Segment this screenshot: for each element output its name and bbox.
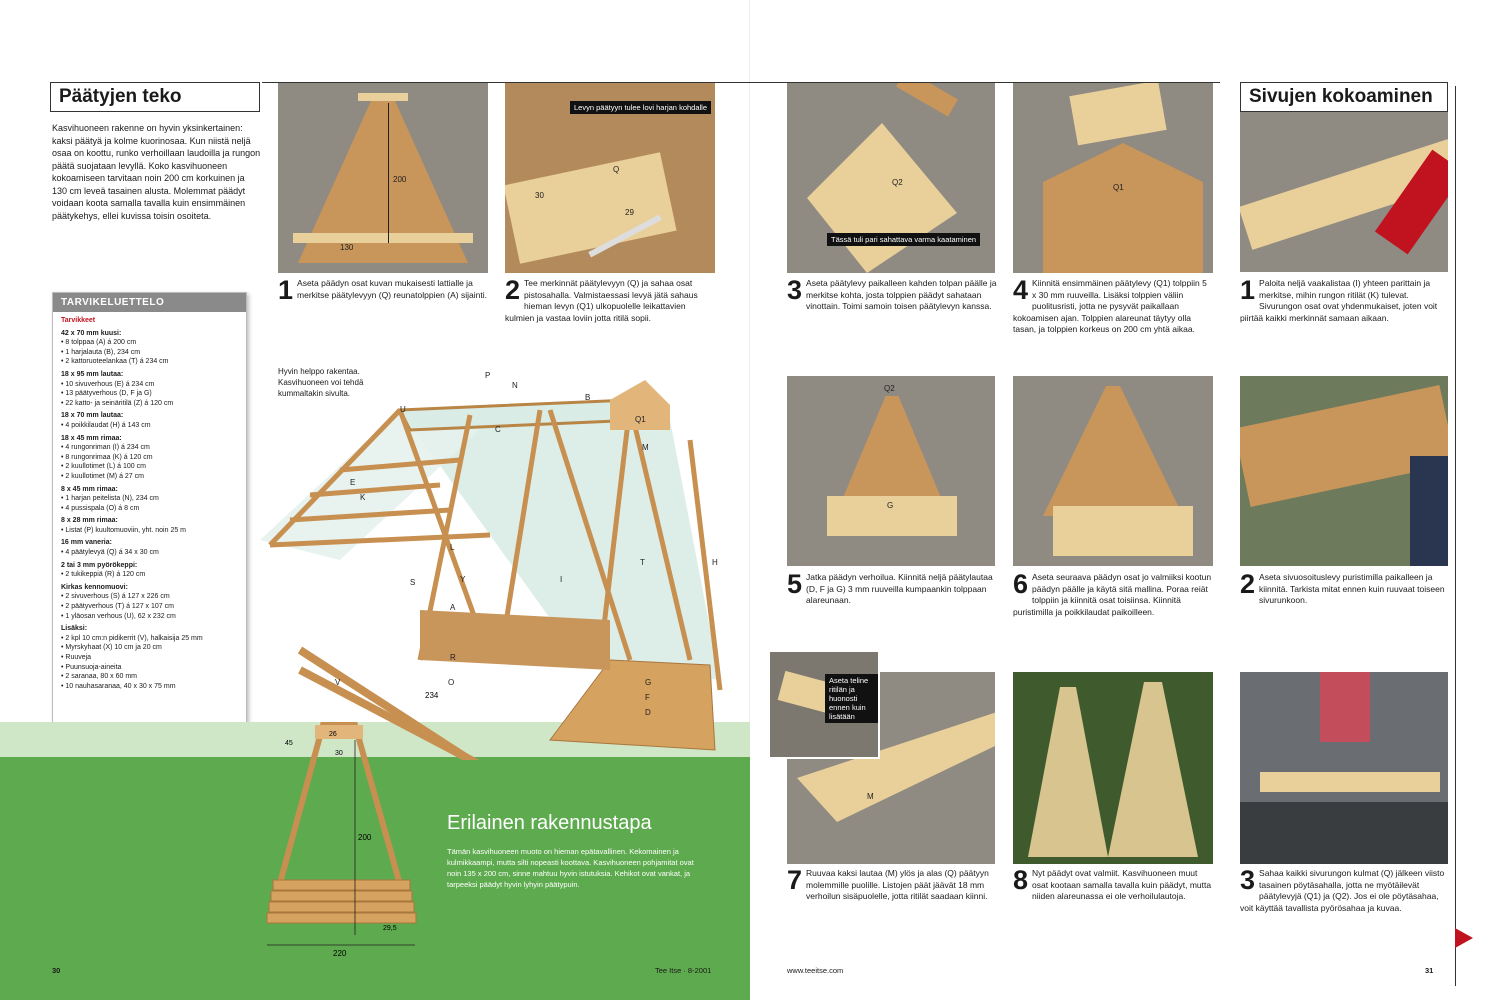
- dim-29-5: 29,5: [383, 925, 397, 932]
- materials-item: • 2 kpl 10 cm:n pidikerrit (V), halkaisija 25 mm: [61, 634, 203, 642]
- materials-item: • 4 poikkilaudat (H) á 143 cm: [61, 421, 151, 429]
- materials-item: 8 x 28 mm rimaa:: [61, 517, 118, 525]
- step-caption-side-1: 1 Paloita neljä vaakalistaa (I) yhteen parittain ja merkitse, mihin rungon ritilät (K) tulevat. Sivurungon osat ovat yhdenmukaiset, joten voit piirtää kaikki merkinnät samaan aikaan.: [1240, 275, 1438, 323]
- materials-item: • Puunsuoja-aineita: [61, 663, 122, 671]
- page-number-right: 31: [1425, 966, 1434, 975]
- diagram-part-label: I: [560, 575, 563, 584]
- dim-26: 26: [329, 731, 337, 738]
- materials-item: • 8 rungonrimaa (K) á 120 cm: [61, 453, 153, 461]
- step-photo-left-2: Levyn päätyyn tulee lovi harjan kohdalle Q 30 29: [505, 83, 715, 273]
- materials-item: • Myrskyhaat (X) 10 cm ja 20 cm: [61, 644, 162, 652]
- step-caption-right-4: 4 Kiinnitä ensimmäinen päätylevy (Q1) tolppiin 5 x 30 mm ruuveilla. Lisäksi tolppien väliin puolitusristi, jotta ne pysyvät paikallaan kokoamisen ajan. Tolppien alareunat täytyy olla tasan, ja tolppien korkeus on 200 cm yhtä aikaa.: [1013, 275, 1207, 334]
- materials-item: • 2 sivuverhous (S) á 127 x 226 cm: [61, 593, 170, 601]
- materials-item: • 4 pussispala (O) á 8 cm: [61, 504, 140, 512]
- diagram-part-label: D: [645, 708, 651, 717]
- diagram-part-label: R: [450, 653, 456, 662]
- materials-item: 18 x 95 mm lautaa:: [61, 370, 124, 378]
- diagram-part-label: B: [585, 393, 591, 402]
- step-photo-right-5: Q2 G: [787, 376, 995, 566]
- diagram-part-label: O: [448, 678, 455, 687]
- step-photo-side-2: [1240, 376, 1448, 566]
- step-caption-right-8: 8 Nyt päädyt ovat valmiit. Kasvihuoneen muut osat kootaan samalla tavalla kuin päädyt, mutta niiden alareunassa ei ole verhoilulautoja.: [1013, 865, 1212, 901]
- materials-item: Tarvikkeet: [61, 317, 96, 324]
- floor-boards: [420, 610, 610, 670]
- dim-200: 200: [358, 833, 372, 842]
- right-edge-rule: [1455, 86, 1456, 986]
- diagram-part-label: C: [495, 425, 501, 434]
- step-caption-right-7: 7 Ruuvaa kaksi lautaa (M) ylös ja alas (Q) päätyyn molemmille puolille. Listojen päät jäävät 18 mm verhoilun sisäpuolelle, jotta ritilät saadaan kiinni.: [787, 865, 989, 901]
- diagram-part-label: V: [335, 678, 341, 687]
- diagram-note: Hyvin helppo rakentaa. Kasvihuoneen voi tehdä kummaltakin sivulta.: [278, 367, 364, 398]
- dim-234: 234: [425, 691, 439, 700]
- materials-item: • 2 tukikeppiä (R) á 120 cm: [61, 571, 146, 579]
- materials-item: • 4 rungonriman (I) á 234 cm: [61, 444, 150, 452]
- dim-220: 220: [333, 949, 347, 958]
- materials-item: • 2 päätyverhous (T) á 127 x 107 cm: [61, 603, 174, 611]
- step-caption-right-5: 5 Jatka päädyn verhoilua. Kiinnitä neljä päätylautaa (D, F ja G) 3 mm ruuveilla kumpaankin tolppaan alareunaan.: [787, 569, 993, 605]
- section-title-sides: Sivujen kokoaminen: [1240, 82, 1448, 112]
- step-caption-side-3: 3 Sahaa kaikki sivurungon kulmat (Q) jälkeen viisto tasainen pöytäsahalla, jotta ne myötäilevät päätylevyjä (Q1) ja (Q2). Jos ei ole pöytäsahaa, voit käyttää tavallista pyörösahaa ja kuvaa.: [1240, 865, 1445, 913]
- diagram-part-label: E: [350, 478, 356, 487]
- materials-item: • 8 tolppaa (A) á 200 cm: [61, 339, 137, 347]
- page-number-left: 30: [52, 966, 61, 975]
- diagram-part-label: M: [642, 443, 649, 452]
- diagram-part-label: H: [712, 558, 718, 567]
- materials-item: • 2 kuullotimet (M) á 27 cm: [61, 472, 144, 480]
- step-caption-side-2: 2 Aseta sivuosoituslevy puristimilla paikalleen ja kiinnitä. Tarkista mitat ennen kuin ruuvaat toiseen sivurunkoon.: [1240, 569, 1445, 605]
- materials-item: • Listat (P) kuultomuoviin, yht. noin 25 m: [61, 526, 187, 534]
- materials-item: • 2 kattoruoteelankaa (T) á 234 cm: [61, 358, 169, 366]
- step-caption-left-1: 1 Aseta päädyn osat kuvan mukaisesti lattialle ja merkitse päätylevyyn (Q) reunatolppien (A) sijainti.: [278, 275, 487, 305]
- diagram-part-label: F: [645, 693, 650, 702]
- diagram-part-label: A: [450, 603, 456, 612]
- materials-item: • 2 saranaa, 80 x 60 mm: [61, 673, 137, 681]
- diagram-part-label: L: [450, 543, 455, 552]
- materials-item: 8 x 45 mm rimaa:: [61, 485, 118, 493]
- dim-45: 45: [285, 740, 293, 747]
- materials-item: 18 x 45 mm rimaa:: [61, 434, 122, 442]
- materials-item: • 10 nauhasaranaa, 40 x 30 x 75 mm: [61, 682, 176, 690]
- diagram-part-label: G: [645, 678, 652, 687]
- next-page-arrow-icon: [1455, 928, 1473, 948]
- magazine-footer: Tee Itse · 8-2001: [655, 966, 712, 975]
- materials-header: TARVIKELUETTELO: [53, 293, 246, 312]
- materials-item: • 22 katto- ja seinäritilä (Z) á 120 cm: [61, 399, 174, 407]
- intro-text: Kasvihuoneen rakenne on hyvin yksinkertainen: kaksi päätyä ja kolme kuorinosaa. Kun niistä neljä osaa on koottu, runko verhoillaan laudoilla ja rungon päätä suojataan levyllä. Koko kasvihuoneen kokoamiseen tarvitaan noin 200 cm korkuinen ja 130 cm leveä tasainen alusta. Molemmat päädyt voidaan koota samalla tavalla kuin ensimmäinen päätykehys, ellei kuvissa toisin osoiteta.: [52, 123, 261, 221]
- materials-item: • 1 yläosan verhous (U), 62 x 232 cm: [61, 612, 176, 620]
- website-footer: www.teeitse.com: [787, 966, 844, 975]
- materials-item: Lisäksi:: [61, 625, 88, 633]
- diagram-part-label: N: [512, 381, 518, 390]
- materials-items: [53, 312, 246, 695]
- end-wall-diagram: [265, 715, 435, 960]
- materials-item: 18 x 70 mm lautaa:: [61, 412, 124, 420]
- materials-item: • Ruuveja: [61, 654, 92, 661]
- materials-item: 42 x 70 mm kuusi:: [61, 329, 122, 337]
- dim-30: 30: [335, 750, 343, 757]
- diagram-part-label: U: [400, 405, 406, 414]
- materials-item: 16 mm vaneria:: [61, 539, 112, 547]
- alt-build-title: Erilainen rakennustapa: [447, 812, 652, 834]
- diagram-part-label: K: [360, 493, 366, 502]
- step-photo-right-4: Q1: [1013, 83, 1213, 273]
- step-photo-side-1: [1240, 112, 1448, 272]
- diagram-part-label: Q1: [635, 415, 646, 424]
- step-photo-side-3: [1240, 672, 1448, 864]
- step-photo-right-7: M: [787, 672, 995, 864]
- step-photo-right-3: Q2 Tässä tuli pari sahattava varma kaataminen: [787, 83, 995, 273]
- section-title-end-walls: Päätyjen teko: [50, 82, 260, 112]
- step-caption-right-3: 3 Aseta päätylevy paikalleen kahden tolpan päälle ja merkitse kohta, josta tolppien päädyt sahataan vinottain. Toimi samoin toisen päätylevyn kanssa.: [787, 275, 997, 311]
- materials-item: • 1 harjan peitelista (N), 234 cm: [61, 495, 159, 503]
- step-caption-right-6: 6 Aseta seuraava päädyn osat jo valmiiksi kootun päädyn päälle ja käytä sitä mallina. Poraa reiät tolppiin ja kiinnitä osat toisiinsa. Kiinnitä puristimilla ja poikkilaudat paikoilleen.: [1013, 569, 1212, 617]
- materials-item: • 4 päätylevyä (Q) á 34 x 30 cm: [61, 549, 159, 557]
- diagram-part-label: T: [640, 558, 645, 567]
- materials-item: • 13 päätyverhous (D, F ja G): [61, 390, 152, 398]
- step-photo-right-6: [1013, 376, 1213, 566]
- materials-item: Kirkas kennomuovi:: [61, 583, 128, 591]
- diagram-part-label: Y: [460, 575, 466, 584]
- materials-item: • 2 kuullotimet (L) á 100 cm: [61, 463, 146, 471]
- alt-build-text: Tämän kasvihuoneen muoto on hieman epätavallinen. Kekomainen ja kulmikkaampi, mutta silti nopeasti koottava. Kasvihuoneen pohjamitat ovat noin 135 x 200 cm, sinne mahtuu hyvin istutuksia. Kehikot ovat vankat, ja tarpeeksi päädyt hyvin lyhyin päätypuin.: [447, 847, 694, 889]
- materials-item: • 1 harjalauta (B), 234 cm: [61, 348, 141, 356]
- step-caption-left-2: 2 Tee merkinnät päätylevyyn (Q) ja sahaa osat pistosahalla. Valmistaessasi levyä jätä sahaus hieman levyn (Q1) ulkopuolelle leikattavien kulmien ja vastaa loviin jotta ritilä sopii.: [505, 275, 698, 323]
- end-cladding: [550, 660, 715, 750]
- step-photo-left-1: 200 130: [278, 83, 488, 273]
- step-photo-right-8: [1013, 672, 1213, 864]
- materials-item: 2 tai 3 mm pyörökeppi:: [61, 561, 138, 569]
- diagram-part-label: S: [410, 578, 416, 587]
- step-photo-right-7-inset: Aseta teline ritilän ja huonosti ennen kuin lisätään: [768, 650, 880, 759]
- diagram-part-label: P: [485, 371, 491, 380]
- exploded-diagram: [250, 360, 750, 760]
- materials-item: • 10 sivuverhous (E) á 234 cm: [61, 380, 155, 388]
